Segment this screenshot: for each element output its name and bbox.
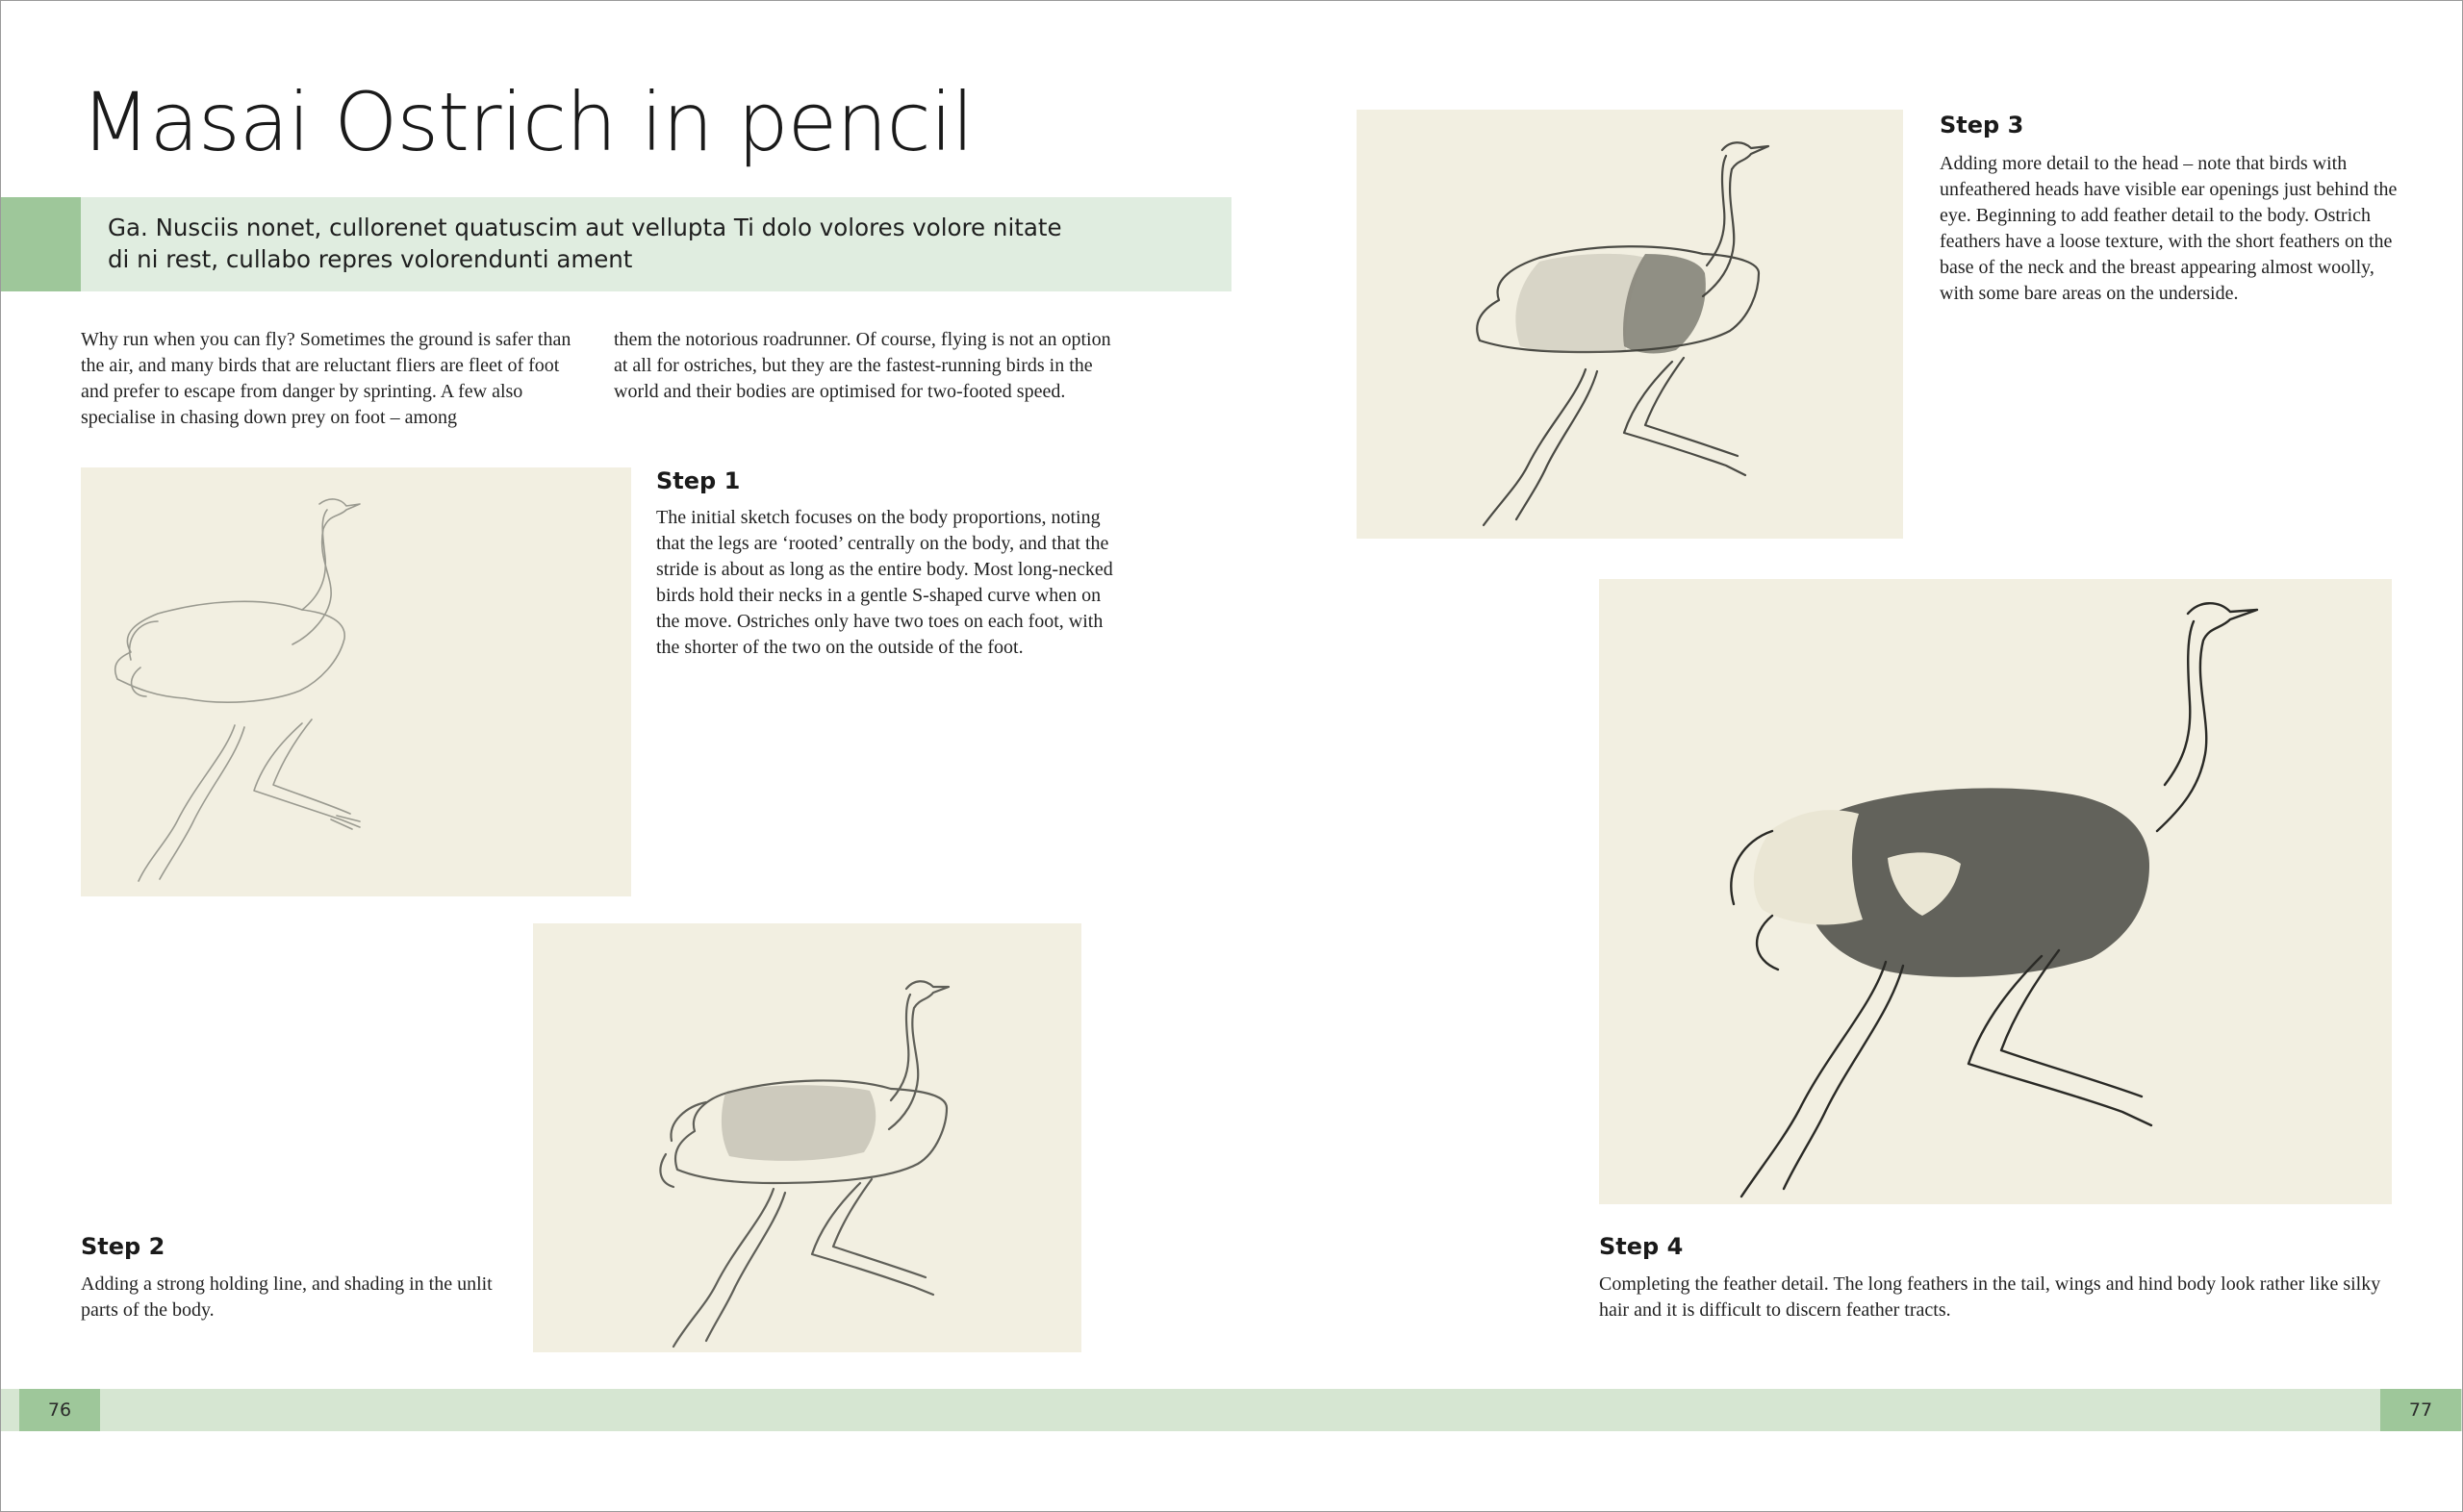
intro-column-1: Why run when you can fly? Sometimes the ground is safer than the air, and many birds that are reluctant fliers are fleet of foot and prefer to escape from danger by sprinting. A few also specialise in chasing down prey on foot – among [81, 329, 571, 428]
step-2-text: Adding a strong holding line, and shading in the unlit parts of the body. [81, 1273, 493, 1321]
ostrich-sketch-drawing [81, 467, 631, 896]
standfirst-accent-tab [0, 197, 81, 291]
footer-band [0, 1389, 2463, 1431]
step-1-heading: Step 1 [656, 467, 741, 494]
ostrich-detail-drawing [1357, 110, 1903, 539]
step-1-sketch-image [81, 467, 631, 896]
step-3-heading: Step 3 [1940, 112, 2024, 139]
step-4-finished-image [1599, 579, 2392, 1204]
step-1-text: The initial sketch focuses on the body proportions, noting that the legs are ‘rooted’ centrally on the body, and that the stride is about as long as the entire body. Most long-necked birds hold their necks in a gentle S-shaped curve when on the move. Ostriches only have two toes on each foot, with the shorter of the two on the outside of the foot. [656, 507, 1113, 658]
step-3-text: Adding more detail to the head – note that birds with unfeathered heads have visible ear openings just behind the eye. Beginning to add feather detail to the body. Ostrich feathers have a loose texture, with the short feathers on the base of the neck and the breast appearing almost woolly, with some bare areas on the underside. [1940, 153, 2398, 304]
step-2-heading: Step 2 [81, 1233, 165, 1260]
ostrich-finished-drawing [1599, 579, 2392, 1204]
page-title: Masai Ostrich in pencil [81, 75, 974, 169]
standfirst-text: Ga. Nusciis nonet, cullorenet quatuscim aut vellupta Ti dolo volores volore nitate di ni rest, cullabo repres volorendunti ament [108, 214, 1062, 273]
step-2-sketch-image [533, 923, 1081, 1352]
step-4-text: Completing the feather detail. The long feathers in the tail, wings and hind body look rather like silky hair and it is difficult to discern feather tracts. [1599, 1273, 2381, 1321]
step-3-sketch-image [1357, 110, 1903, 539]
step-4-heading: Step 4 [1599, 1233, 1684, 1260]
page-number-left: 76 [19, 1389, 100, 1431]
intro-column-2: them the notorious roadrunner. Of course, flying is not an option at all for ostriches, but they are the fastest-running birds in the world and their bodies are optimised for two-footed speed. [614, 329, 1111, 402]
ostrich-outline-drawing [533, 923, 1081, 1352]
page-number-right: 77 [2380, 1389, 2461, 1431]
